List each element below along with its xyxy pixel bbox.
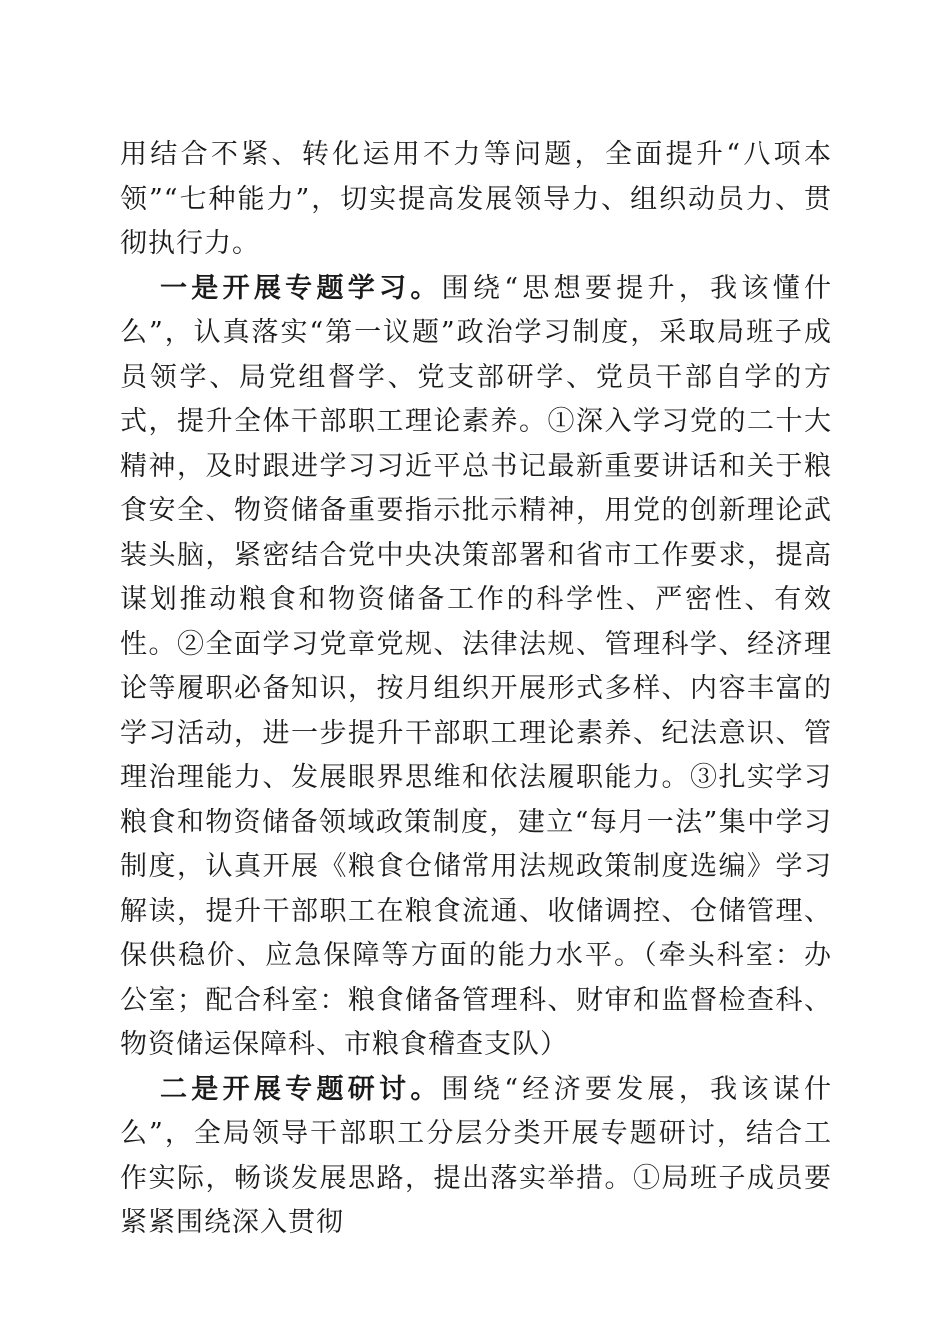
paragraph-text: 用结合不紧、转化运用不力等问题，全面提升“八项本领”“七种能力”，切实提高发展领导力、组织动员力、贯彻执行力。: [120, 139, 832, 259]
document-body: [120, 133, 832, 1246]
paragraph-text: 围绕“思想要提升，我该懂什么”，认真落实“第一议题”政治学习制度，采取局班子成员领学、局党组督学、党支部研学、党员干部自学的方式，提升全体干部职工理论素养。①深入学习党的二十大精神，及时跟进学习习近平总书记最新重要讲话和关于粮食安全、物资储备重要指示批示精神，用党的创新理论武装头脑，紧密结合党中央决策部署和省市工作要求，提高谋划推动粮食和物资储备工作的科学性、严密性、有效性。②全面学习党章党规、法律法规、管理科学、经济理论等履职必备知识，按月组织开展形式多样、内容丰富的学习活动，进一步提升干部职工理论素养、纪法意识、管理治理能力、发展眼界思维和依法履职能力。③扎实学习粮食和物资储备领域政策制度，建立“每月一法”集中学习制度，认真开展《粮食仓储常用法规政策制度选编》学习解读，提升干部职工在粮食流通、收储调控、仓储管理、保供稳价、应急保障等方面的能力水平。（牵头科室：办公室；配合科室：粮食储备管理科、财审和监督检查科、物资储运保障科、市粮食稽查支队）: [120, 272, 832, 1060]
paragraph-text: 围绕“经济要发展，我该谋什么”，全局领导干部职工分层分类开展专题研讨，结合工作实际，畅谈发展思路，提出落实举措。①局班子成员要紧紧围绕深入贯彻: [120, 1073, 832, 1238]
paragraph-lead-heading: 二是开展专题研讨。: [160, 1073, 442, 1105]
paragraph-special-discussion: [120, 1068, 832, 1246]
paragraph-continuation: [120, 133, 832, 267]
paragraph-special-study: [120, 267, 832, 1068]
paragraph-lead-heading: 一是开展专题学习。: [160, 272, 442, 304]
